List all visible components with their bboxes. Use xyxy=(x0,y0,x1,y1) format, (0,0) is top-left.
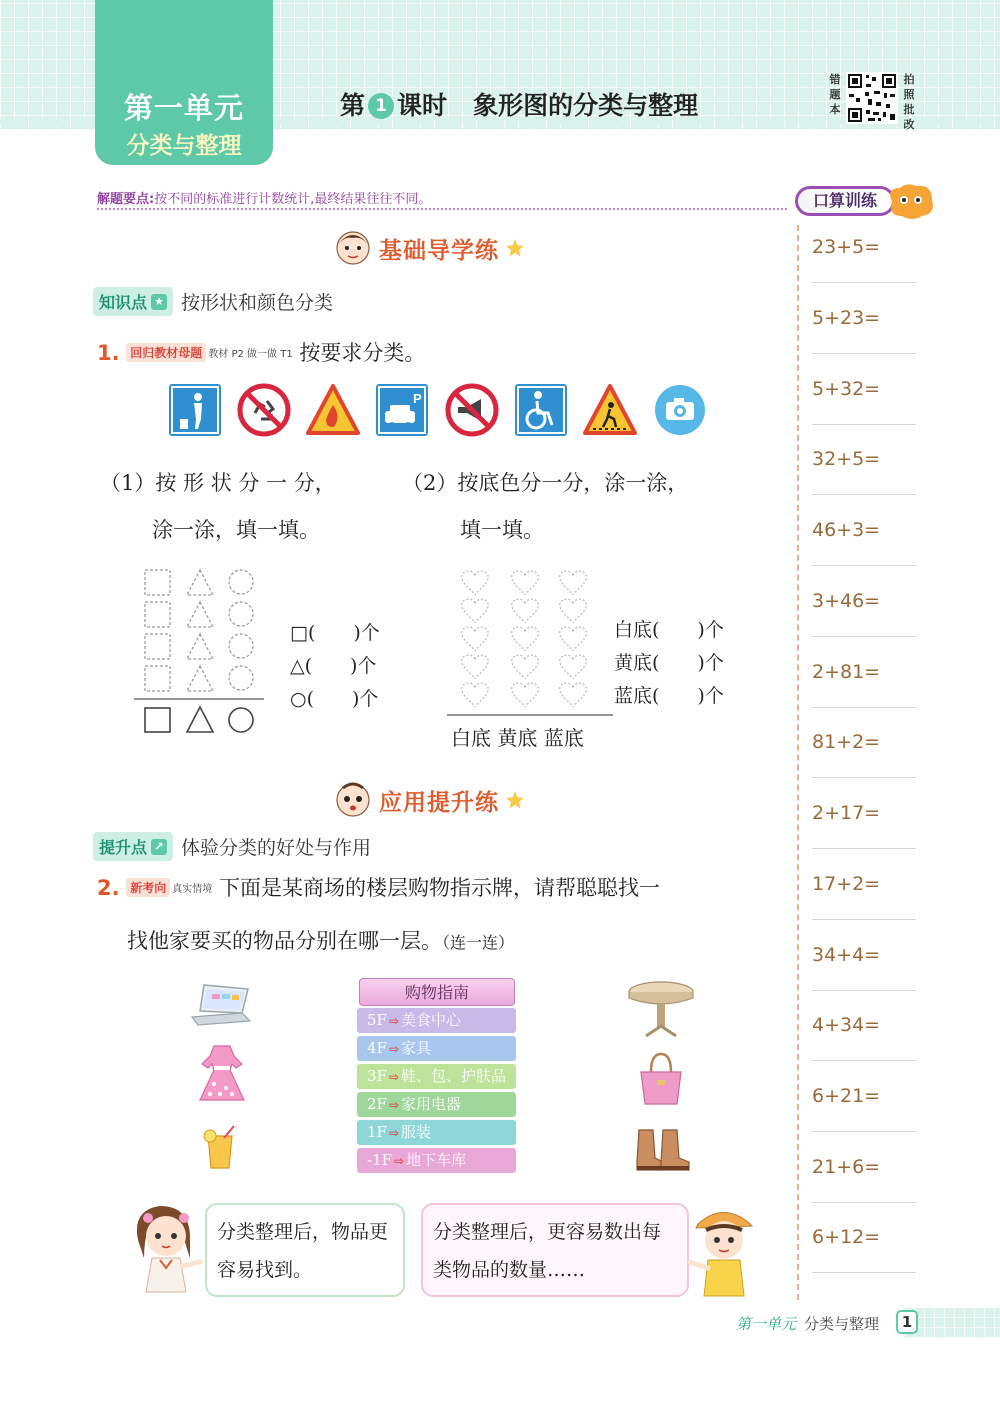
unit-subtitle: 分类与整理 xyxy=(126,133,242,159)
ip-arrow-icon: ↗ xyxy=(151,839,167,855)
lesson-title xyxy=(340,86,698,122)
floor-b1-level: -1F xyxy=(367,1151,393,1169)
oral-item[interactable]: 4+34= xyxy=(812,990,916,1061)
floor-4f-name: 家具 xyxy=(401,1039,432,1057)
floor-2f-level: 2F xyxy=(367,1095,387,1113)
arrow-icon: ⇨ xyxy=(388,1070,400,1084)
parking-sign-icon xyxy=(375,383,429,437)
oral-training-title: 口算训练 xyxy=(795,186,895,216)
no-horn-sign-icon xyxy=(445,383,499,437)
floor-5f-name: 美食中心 xyxy=(401,1011,462,1029)
tip-label: 解题要点: xyxy=(97,192,155,207)
arrow-icon: ⇨ xyxy=(388,1126,400,1140)
count-triangle[interactable]: △( )个 xyxy=(290,655,377,677)
question-2-line1 xyxy=(97,872,660,902)
sub1-line2: 涂一涂，填一填。 xyxy=(152,518,320,542)
q2-line2: 找他家要买的物品分别在哪一层。 xyxy=(127,929,442,953)
right-column-divider xyxy=(797,225,799,1300)
no-recycle-sign-icon xyxy=(237,383,291,437)
arrow-icon: ⇨ xyxy=(388,1042,400,1056)
tip-divider xyxy=(97,208,787,210)
floor-b1[interactable] xyxy=(357,1148,516,1173)
juice-icon[interactable] xyxy=(202,1124,240,1170)
boy-face-icon xyxy=(333,226,373,270)
floor-4f-level: 4F xyxy=(367,1039,387,1057)
trash-sign-icon xyxy=(168,383,222,437)
boy-speech-bubble: 分类整理后，更容易数出每类物品的数量…… xyxy=(421,1203,689,1297)
lesson-number: 1 xyxy=(368,93,394,119)
q1-tag: 回归教材母题 xyxy=(126,343,206,362)
oral-item[interactable]: 32+5= xyxy=(812,424,916,495)
q2-tag-small: 真实情境 xyxy=(172,884,213,895)
shape-grid[interactable] xyxy=(132,565,272,740)
kp-star-icon: ★ xyxy=(151,294,167,310)
q2-number: 2. xyxy=(97,876,120,900)
tip xyxy=(97,188,431,207)
shopping-guide-title: 购物指南 xyxy=(359,978,515,1006)
star-icon xyxy=(505,790,525,810)
lesson-name: 象形图的分类与整理 xyxy=(473,91,699,120)
floor-2f-name: 家用电器 xyxy=(401,1095,462,1113)
qr-left-label: 错题本 xyxy=(829,73,841,116)
tip-text: 按不同的标准进行计数统计,最终结果往往不同。 xyxy=(154,192,432,207)
oral-item[interactable]: 23+5= xyxy=(812,212,916,283)
color-base-labels: 白底 黄底 蓝底 xyxy=(451,726,584,750)
sub1-line1: （1）按 形 状 分 一 分， xyxy=(100,471,336,495)
oral-item[interactable]: 81+2= xyxy=(812,707,916,778)
q1-number: 1. xyxy=(97,341,120,365)
floor-3f[interactable] xyxy=(357,1064,516,1089)
footer-text xyxy=(736,1313,879,1334)
accessible-sign-icon xyxy=(514,383,568,437)
question-1 xyxy=(97,337,425,367)
oral-item[interactable]: 3+46= xyxy=(812,566,916,637)
count-yellow[interactable]: 黄底( )个 xyxy=(614,652,724,674)
section2-title: 应用提升练 xyxy=(379,789,499,816)
table-icon[interactable] xyxy=(626,978,696,1040)
sub2-line2: 填一填。 xyxy=(460,518,544,542)
star-icon xyxy=(505,238,525,258)
lesson-suffix: 课时 xyxy=(397,91,448,120)
section1-title: 基础导学练 xyxy=(379,237,499,264)
count-circle[interactable]: ○( )个 xyxy=(290,688,379,710)
qr-right-label: 拍照批改 xyxy=(903,73,915,131)
footer-unit: 第一单元 xyxy=(736,1315,797,1333)
pedestrian-warning-sign-icon xyxy=(583,383,637,437)
unit-title: 第一单元 xyxy=(123,91,244,125)
arrow-icon: ⇨ xyxy=(388,1014,400,1028)
lesson-prefix: 第 xyxy=(340,91,366,120)
q2-line1: 下面是某商场的楼层购物指示牌，请帮聪聪找一 xyxy=(218,876,660,900)
qr-code-icon[interactable] xyxy=(846,72,898,124)
count-white[interactable]: 白底( )个 xyxy=(614,619,724,641)
kp-label xyxy=(93,287,173,316)
question-2-line2 xyxy=(127,925,514,955)
handbag-icon[interactable] xyxy=(637,1050,685,1108)
floor-3f-level: 3F xyxy=(367,1067,387,1085)
oral-item[interactable]: 6+12= xyxy=(812,1202,916,1273)
floor-5f[interactable] xyxy=(357,1008,516,1033)
kp-label-text: 知识点 xyxy=(99,293,148,312)
unit-tab xyxy=(95,0,273,165)
q2-note: （连一连） xyxy=(442,933,515,952)
ip-text: 体验分类的好处与作用 xyxy=(181,837,372,859)
heart-grid[interactable] xyxy=(445,565,615,720)
floor-1f-name: 服装 xyxy=(401,1123,432,1141)
floor-3f-name: 鞋、包、护肤品 xyxy=(401,1067,507,1085)
ip-label xyxy=(93,832,173,861)
footer-topic: 分类与整理 xyxy=(804,1315,880,1333)
oral-item[interactable]: 6+21= xyxy=(812,1061,916,1132)
oral-item[interactable]: 5+23= xyxy=(812,283,916,354)
q1-tag-small: 教材 P2 做一做 T1 xyxy=(208,349,293,360)
boy-character-icon xyxy=(686,1200,760,1300)
floor-b1-name: 地下车库 xyxy=(406,1151,467,1169)
girl-character-icon xyxy=(130,1200,204,1298)
section1-heading xyxy=(333,226,525,270)
count-square[interactable]: □( )个 xyxy=(290,622,380,644)
floor-4f[interactable] xyxy=(357,1036,516,1061)
laptop-icon[interactable] xyxy=(190,983,252,1027)
oral-item[interactable]: 46+3= xyxy=(812,495,916,566)
oral-item[interactable]: 2+17= xyxy=(812,778,916,849)
floor-1f-level: 1F xyxy=(367,1123,387,1141)
q2-tag: 新考向 xyxy=(126,878,170,897)
footer-band xyxy=(904,1308,1000,1338)
camera-sign-icon xyxy=(653,383,707,437)
oral-item[interactable]: 5+32= xyxy=(812,354,916,425)
section2-heading xyxy=(333,778,525,822)
floor-2f[interactable] xyxy=(357,1092,516,1117)
floor-1f[interactable] xyxy=(357,1120,516,1145)
sub2-line1: （2）按底色分一分，涂一涂， xyxy=(402,471,689,495)
arrow-icon: ⇨ xyxy=(394,1154,405,1168)
count-blue[interactable]: 蓝底( )个 xyxy=(614,685,724,707)
qr-block[interactable] xyxy=(826,70,916,131)
arrow-icon: ⇨ xyxy=(388,1098,400,1112)
svg-text:P: P xyxy=(413,391,422,406)
oral-item[interactable]: 21+6= xyxy=(812,1132,916,1203)
boots-icon[interactable] xyxy=(633,1126,693,1174)
improvement-point xyxy=(93,832,371,861)
floor-5f-level: 5F xyxy=(367,1011,387,1029)
q1-text: 按要求分类。 xyxy=(299,341,426,365)
oral-item[interactable]: 34+4= xyxy=(812,920,916,991)
knowledge-point xyxy=(93,287,333,316)
ip-label-text: 提升点 xyxy=(99,838,148,857)
kp-text: 按形状和颜色分类 xyxy=(181,292,334,314)
fire-warning-sign-icon xyxy=(306,383,360,437)
page-number: 1 xyxy=(896,1310,918,1334)
girl-speech-bubble: 分类整理后，物品更容易找到。 xyxy=(205,1203,405,1297)
oral-item[interactable]: 2+81= xyxy=(812,637,916,708)
baby-face-icon xyxy=(333,778,373,822)
oral-item[interactable]: 17+2= xyxy=(812,849,916,920)
dress-icon[interactable] xyxy=(196,1044,248,1106)
